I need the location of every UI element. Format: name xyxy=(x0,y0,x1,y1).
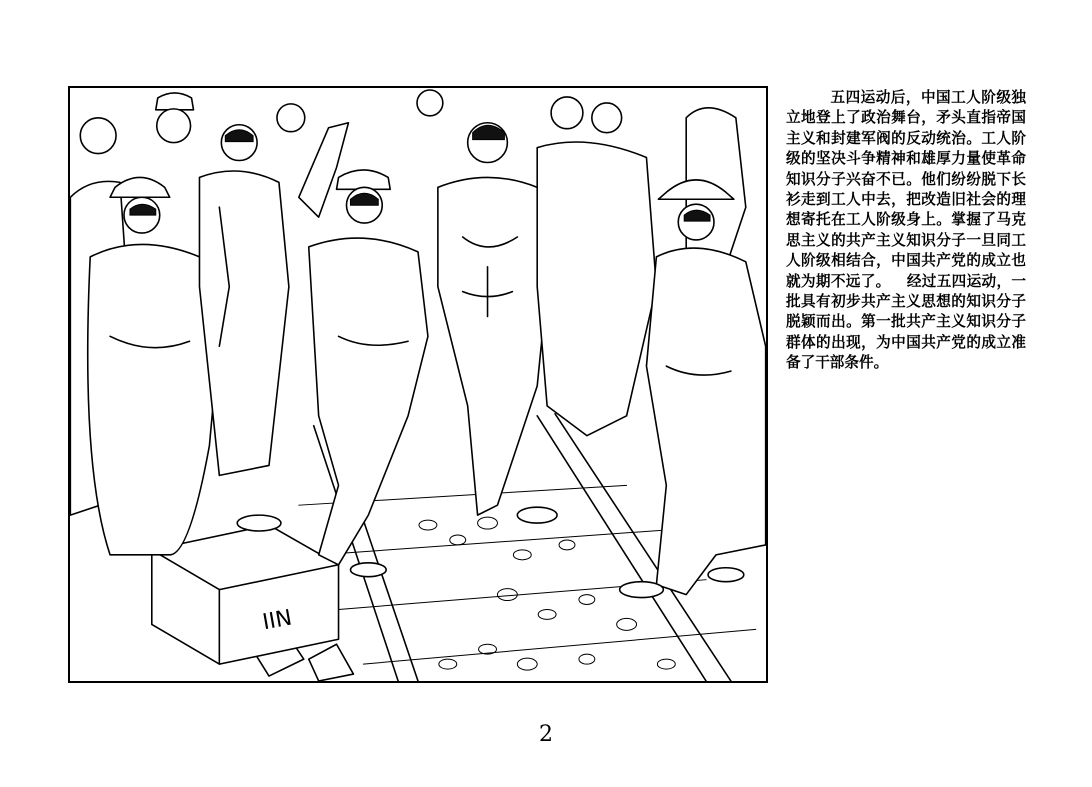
worker-figures xyxy=(70,90,765,598)
page-number: 2 xyxy=(539,722,553,747)
workers-illustration xyxy=(68,86,768,683)
block-marking: IIN xyxy=(260,605,294,636)
illustration-drawing xyxy=(70,88,766,681)
caption-text: 五四运动后，中国工人阶级独立地登上了政治舞台，矛头直指帝国主义和封建军阀的反动统治。工人阶级的坚决斗争精神和雄厚力量使革命知识分子兴奋不已。他们纷纷脱下长衫走到工人中去，把改造旧社会的理想寄托在工人阶级身上。掌握了马克思主义的共产主义知识分子一旦同工人阶级相结合，中国共产党的成立也就为期不远了。 经过五四运动，一批具有初步共产主义思想的知识分子脱颖而出。第一批共产主义知识分子群体的出现，为中国共产党的成立准备了干部条件。 xyxy=(786,89,1026,372)
